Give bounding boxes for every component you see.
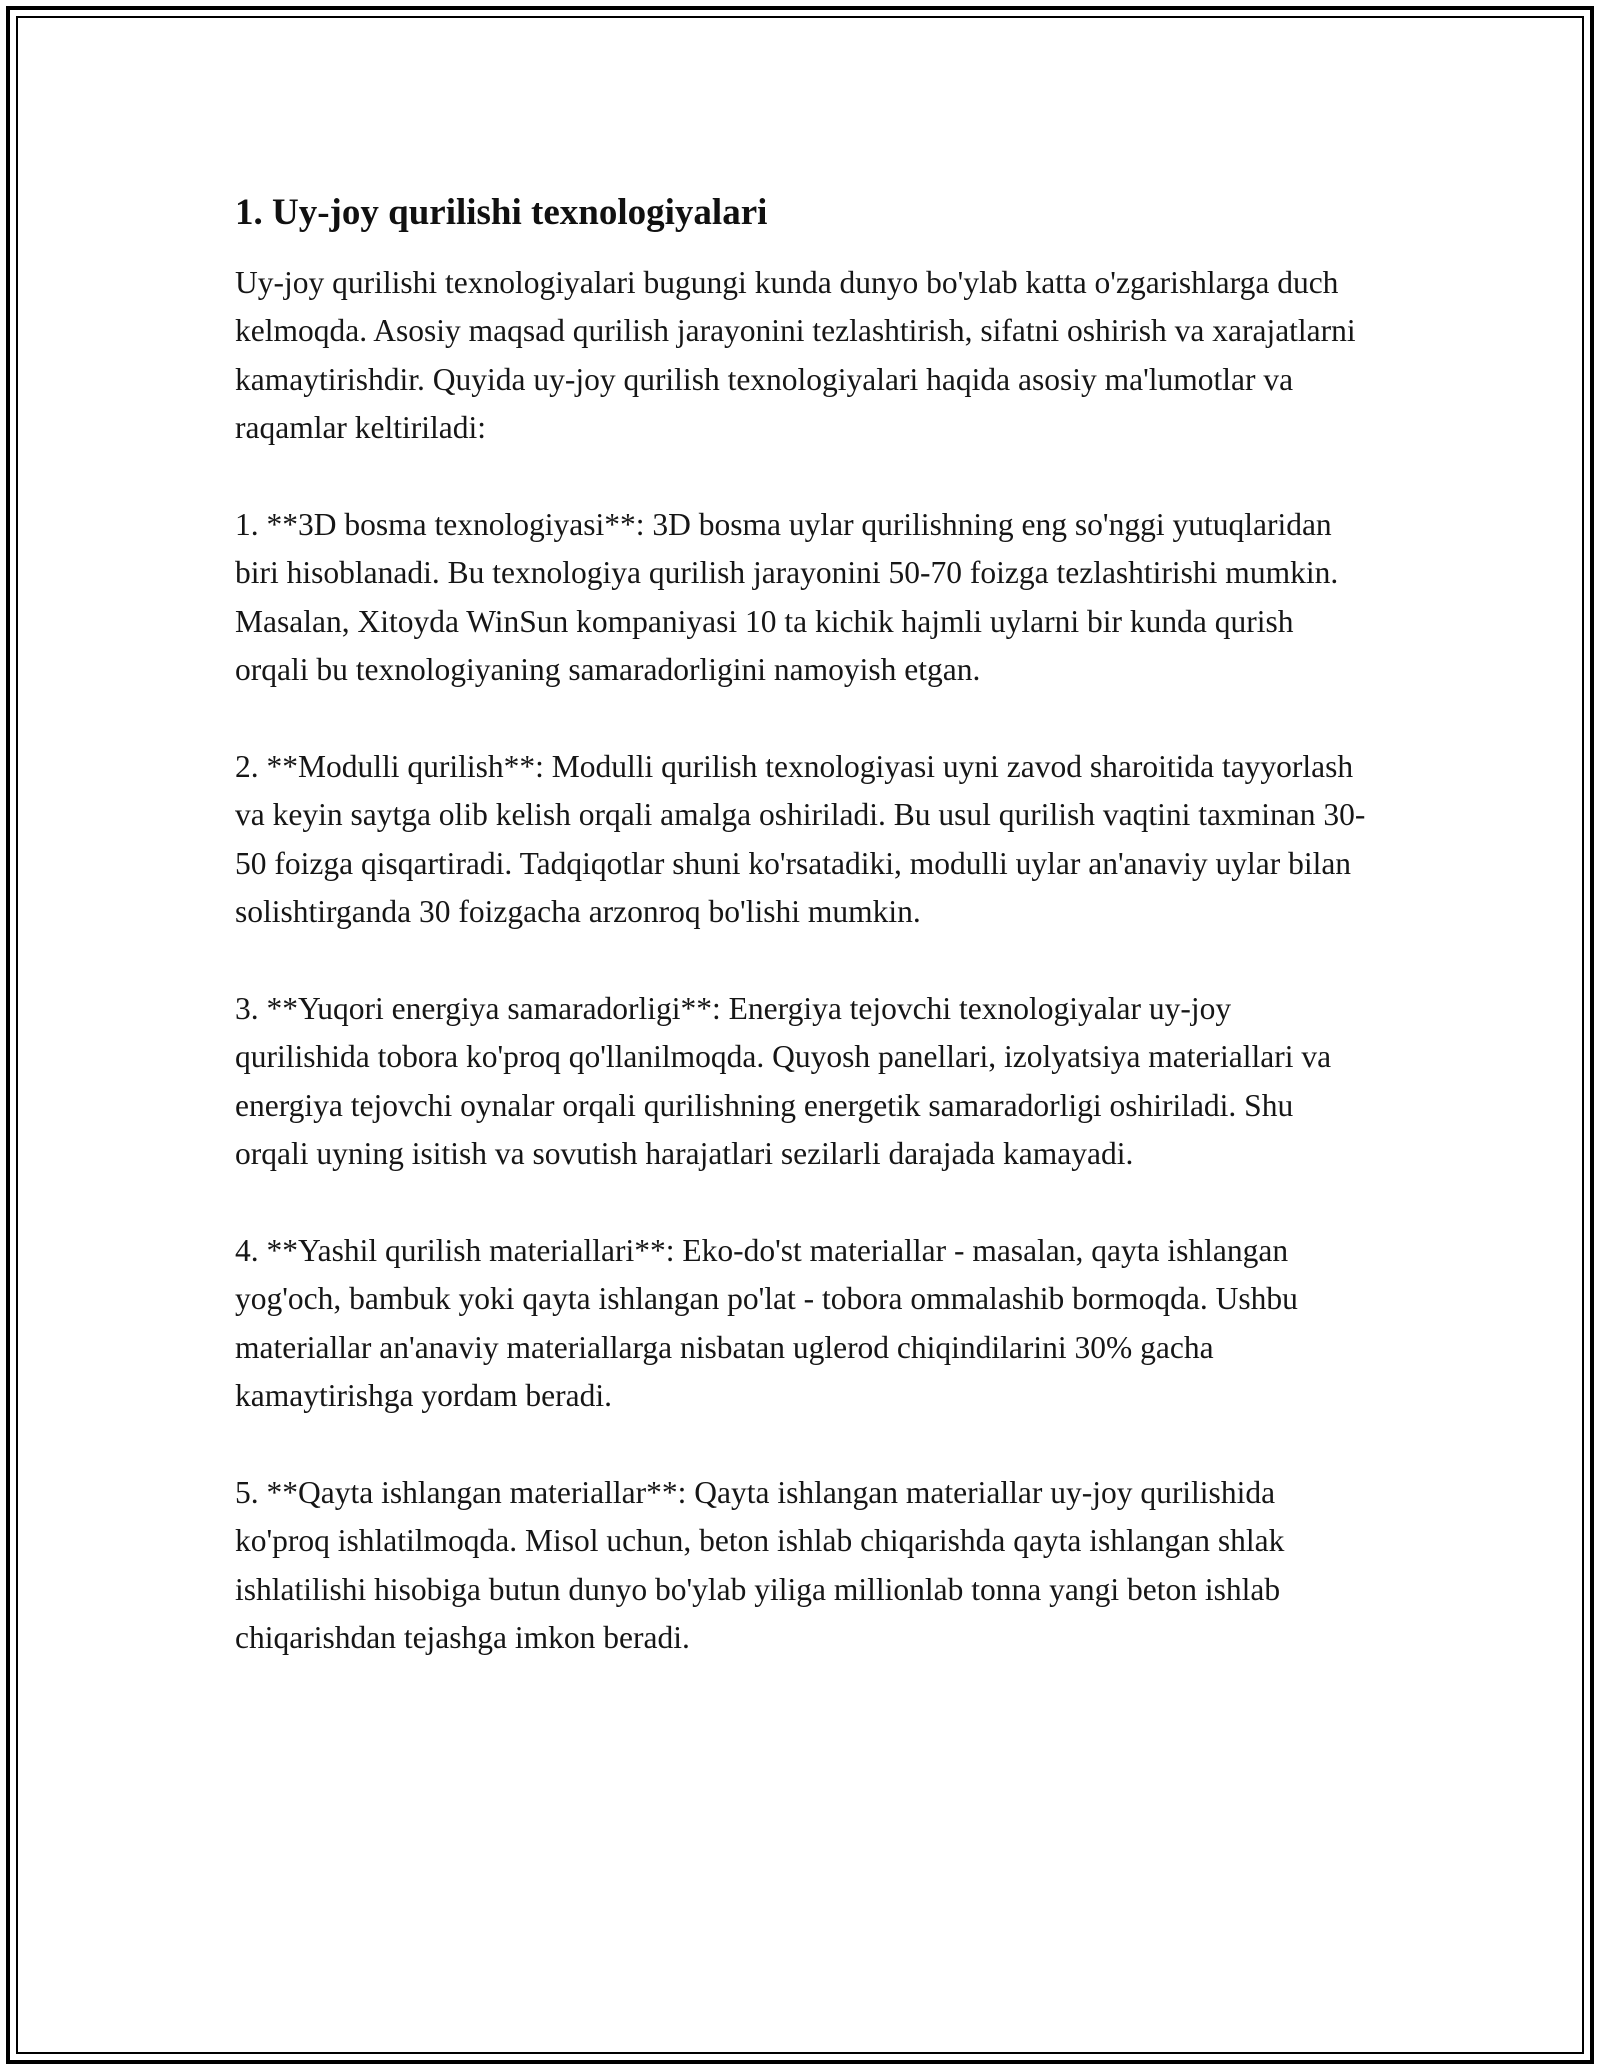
list-item-3d-printing: 1. **3D bosma texnologiyasi**: 3D bosma uylar qurilishning eng so'nggi yutuqlaridan biri hisoblanadi. Bu texnologiya qurilish jarayonini 50-70 foizga tezlashtirishi mumkin. Masalan, Xitoyda WinSun kompaniyasi 10 ta kichik hajmli uylarni bir kunda qurish orqali bu texnologiyaning samaradorligini namoyish etgan. <box>235 507 1339 688</box>
document-body <box>235 185 1370 1663</box>
list-item-recycled-materials: 5. **Qayta ishlangan materiallar**: Qayta ishlangan materiallar uy-joy qurilishida ko'proq ishlatilmoqda. Misol uchun, beton ishlab chiqarishda qayta ishlangan shlak ishlatilishi hisobiga butun dunyo bo'ylab yiliga millionlab tonna yangi beton ishlab chiqarishdan tejashga imkon beradi. <box>235 1475 1285 1656</box>
page-title: 1. Uy-joy qurilishi texnologiyalari <box>235 192 768 233</box>
list-item-energy-efficiency: 3. **Yuqori energiya samaradorligi**: Energiya tejovchi texnologiyalar uy-joy qurilishida tobora ko'proq qo'llanilmoqda. Quyosh panellari, izolyatsiya materiallari va energiya tejovchi oynalar orqali qurilishning energetik samaradorligi oshiriladi. Shu orqali uyning isitish va sovutish harajatlari sezilarli darajada kamayadi. <box>235 991 1332 1172</box>
intro-paragraph: Uy-joy qurilishi texnologiyalari bugungi kunda dunyo bo'ylab katta o'zgarishlarga duch kelmoqda. Asosiy maqsad qurilish jarayonini tezlashtirish, sifatni oshirish va xarajatlarni kamaytirishdir. Quyida uy-joy qurilish texnologiyalari haqida asosiy ma'lumotlar va raqamlar keltiriladi: <box>235 265 1356 446</box>
list-item-green-materials: 4. **Yashil qurilish materiallari**: Eko-do'st materiallar - masalan, qayta ishlangan yog'och, bambuk yoki qayta ishlangan po'lat - tobora ommalashib bormoqda. Ushbu materiallar an'anaviy materiallarga nisbatan uglerod chiqindilarini 30% gacha kamaytirishga yordam beradi. <box>235 1233 1298 1414</box>
list-item-modular-construction: 2. **Modulli qurilish**: Modulli qurilish texnologiyasi uyni zavod sharoitida tayyorlash va keyin saytga olib kelish orqali amalga oshiriladi. Bu usul qurilish vaqtini taxminan 30-50 foizga qisqartiradi. Tadqiqotlar shuni ko'rsatadiki, modulli uylar an'anaviy uylar bilan solishtirganda 30 foizgacha arzonroq bo'lishi mumkin. <box>235 749 1366 930</box>
